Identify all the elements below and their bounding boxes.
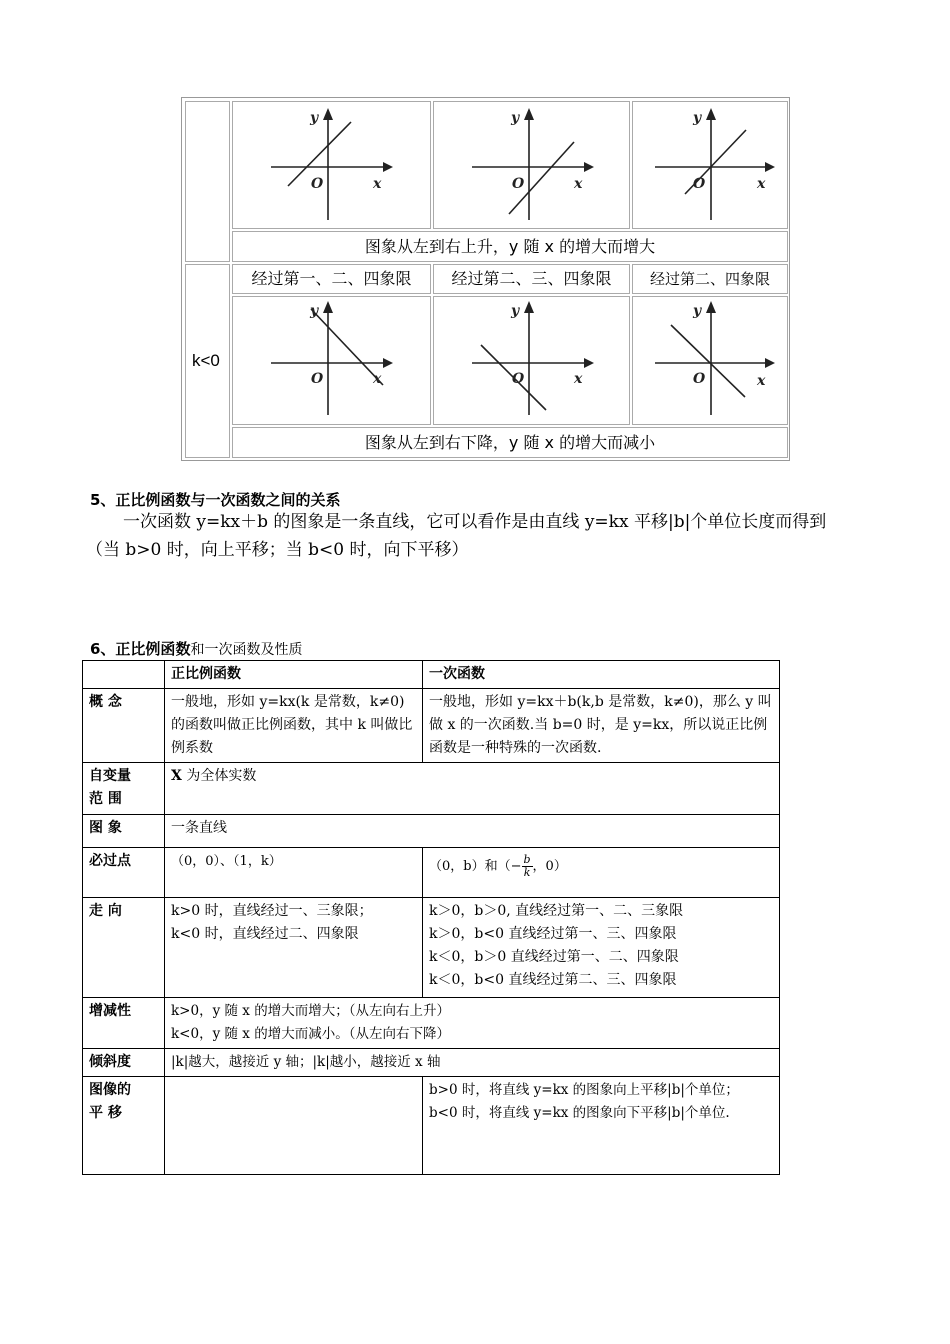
rise-caption: 图象从左到右上升，y 随 x 的增大而增大	[232, 231, 788, 262]
table-row-image	[83, 815, 780, 848]
graph-fall-1-svg	[233, 297, 432, 426]
x-axis-label: x	[373, 371, 382, 387]
row-label-concept: 概 念	[83, 689, 165, 763]
direction-linear-line-2: k＞0，b<0 直线经过第一、三、四象限	[429, 926, 677, 942]
table-header-row	[83, 661, 780, 689]
section6-heading-bold: 6、正比例函数	[90, 640, 191, 658]
section5-line2: （当 b>0 时，向上平移；当 b<0 时，向下平移）	[86, 540, 469, 560]
concept-linear: 一般地，形如 y=kx＋b(k,b 是常数，k≠0)，那么 y 叫做 x 的一次函数.当 b=0 时，是 y=kx，所以说正比例函数是一种特殊的一次函数.	[423, 689, 780, 763]
shift-linear	[423, 1077, 780, 1175]
concept-proportional: 一般地，形如 y=kx(k 是常数，k≠0)的函数叫做正比例函数，其中 k 叫做比例系数	[165, 689, 423, 763]
fraction-denominator: k	[523, 866, 531, 879]
slope-value: |k|越大，越接近 y 轴；|k|越小，越接近 x 轴	[165, 1049, 780, 1077]
quadrant-label-3: 经过第二、四象限	[632, 264, 788, 294]
direction-linear-line-1: k＞0，b＞0, 直线经过第一、二、三象限	[429, 903, 684, 919]
y-axis-label: y	[310, 303, 319, 319]
graph-fall-1	[232, 296, 431, 425]
k-positive-cell	[185, 101, 230, 262]
shift-line-1: b>0 时，将直线 y=kx 的图象向上平移|b|个单位；	[429, 1082, 739, 1098]
x-axis-label: x	[757, 176, 766, 192]
domain-x: X	[171, 768, 182, 784]
properties-table	[82, 660, 780, 1175]
y-axis-label: y	[310, 110, 319, 126]
row-label-direction: 走 向	[83, 898, 165, 998]
monotonic-value	[165, 998, 780, 1049]
direction-linear-line-4: k＜0，b<0 直线经过第二、三、四象限	[429, 972, 677, 988]
row-label-slope: 倾斜度	[83, 1049, 165, 1077]
row-label-image: 图 象	[83, 815, 165, 848]
x-axis-label: x	[373, 176, 382, 192]
y-axis-label: y	[693, 110, 702, 126]
x-axis-label: x	[757, 373, 766, 389]
origin-label: O	[311, 371, 324, 387]
graph-fall-2-svg	[434, 297, 631, 426]
monotonic-line-2: k<0，y 随 x 的增大而减小。（从左向右下降）	[171, 1026, 450, 1042]
row-label-domain	[83, 763, 165, 815]
k-negative-cell	[185, 264, 230, 458]
origin-label: O	[693, 371, 706, 387]
graph-table	[181, 97, 790, 461]
section6-heading	[90, 638, 302, 659]
quadrant-label-1: 经过第一、二、四象限	[232, 264, 431, 294]
graph-rise-3-svg	[633, 102, 789, 230]
y-axis-label: y	[511, 303, 520, 319]
x-axis-label: x	[574, 176, 583, 192]
direction-prop-line-1: k>0 时，直线经过一、三象限；	[171, 903, 373, 919]
row-label-shift-2: 平 移	[89, 1105, 122, 1121]
header-linear: 一次函数	[423, 661, 780, 689]
table-row-direction	[83, 898, 780, 998]
table-row-shift	[83, 1077, 780, 1175]
image-value: 一条直线	[165, 815, 780, 848]
row-label-points: 必过点	[83, 848, 165, 898]
origin-label: O	[693, 176, 706, 192]
row-label-shift	[83, 1077, 165, 1175]
section5-heading: 5、正比例函数与一次函数之间的关系	[90, 491, 341, 509]
domain-value	[165, 763, 780, 815]
shift-proportional	[165, 1077, 423, 1175]
graph-rise-3	[632, 101, 788, 229]
table-row-domain	[83, 763, 780, 815]
graph-fall-3	[632, 296, 788, 425]
x-axis-label: x	[574, 371, 583, 387]
points-linear	[423, 848, 780, 898]
direction-linear	[423, 898, 780, 998]
y-axis-label: y	[511, 110, 520, 126]
row-label-domain-2: 范 围	[89, 791, 122, 807]
monotonic-line-1: k>0，y 随 x 的增大而增大；（从左向右上升）	[171, 1003, 450, 1019]
k-negative-label: k<0	[192, 351, 220, 370]
graph-fall-2	[433, 296, 630, 425]
direction-linear-line-3: k＜0，b＞0 直线经过第一、二、四象限	[429, 949, 679, 965]
graph-fall-3-svg	[633, 297, 789, 426]
graph-rise-1-svg	[233, 102, 432, 230]
graph-rise-2-svg	[434, 102, 631, 230]
table-row-concept	[83, 689, 780, 763]
graph-rise-2	[433, 101, 630, 229]
direction-proportional	[165, 898, 423, 998]
points-linear-post: ，0）	[532, 859, 567, 874]
origin-label: O	[311, 176, 324, 192]
row-label-domain-1: 自变量	[89, 768, 131, 784]
header-proportional: 正比例函数	[165, 661, 423, 689]
domain-text: 为全体实数	[181, 768, 257, 784]
row-label-monotonic: 增减性	[83, 998, 165, 1049]
quadrant-label-2: 经过第二、三、四象限	[433, 264, 630, 294]
fraction-numerator: b	[523, 853, 531, 866]
table-row-points	[83, 848, 780, 898]
graph-rise-1	[232, 101, 431, 229]
section6-heading-rest: 和一次函数及性质	[190, 642, 303, 658]
shift-line-2: b<0 时，将直线 y=kx 的图象向下平移|b|个单位.	[429, 1105, 730, 1121]
header-empty	[83, 661, 165, 689]
table-row-monotonic	[83, 998, 780, 1049]
y-axis-label: y	[693, 303, 702, 319]
section5-line1: 一次函数 y=kx＋b 的图象是一条直线，它可以看作是由直线 y=kx 平移|b|个单位长度而得到	[123, 512, 827, 532]
direction-prop-line-2: k<0 时，直线经过二、四象限	[171, 926, 359, 942]
points-linear-pre: （0，b）和（−	[429, 859, 522, 874]
origin-label: O	[512, 371, 525, 387]
points-proportional: （0，0）、（1，k）	[165, 848, 423, 898]
row-label-shift-1: 图像的	[89, 1082, 131, 1098]
origin-label: O	[512, 176, 525, 192]
table-row-slope	[83, 1049, 780, 1077]
fraction-b-over-k	[522, 854, 533, 879]
fall-caption: 图象从左到右下降，y 随 x 的增大而减小	[232, 427, 788, 458]
